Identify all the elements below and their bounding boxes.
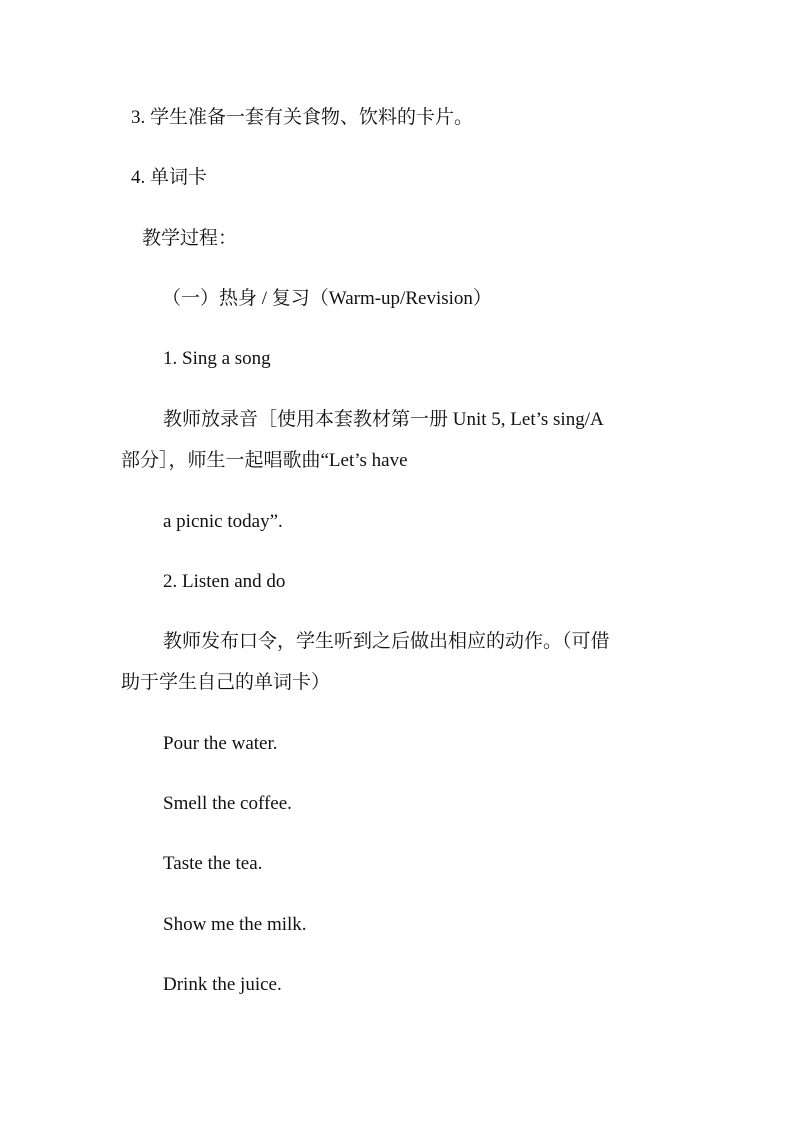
- paragraph-line: 助于学生自己的单词卡）: [121, 672, 331, 693]
- command-line: Show me the milk.: [163, 914, 307, 935]
- paragraph-line: a picnic today”.: [163, 511, 283, 532]
- command-line: Pour the water.: [163, 733, 278, 754]
- step-heading-listen: 2. Listen and do: [163, 571, 286, 592]
- command-line: Taste the tea.: [163, 853, 263, 874]
- command-line: Drink the juice.: [163, 974, 282, 995]
- command-line: Smell the coffee.: [163, 793, 292, 814]
- step-heading-sing: 1. Sing a song: [163, 348, 271, 369]
- paragraph-line: 教师发布口令，学生听到之后做出相应的动作。（可借: [163, 631, 610, 652]
- list-item-word-cards: 4. 单词卡: [131, 167, 208, 188]
- subsection-heading-warmup: （一）热身 / 复习（Warm-up/Revision）: [162, 288, 492, 309]
- paragraph-line: 部分］，师生一起唱歌曲“Let’s have: [121, 450, 408, 471]
- list-item-prep-cards: 3. 学生准备一套有关食物、饮料的卡片。: [131, 107, 474, 128]
- section-heading-process: 教学过程：: [142, 228, 238, 249]
- paragraph-line: 教师放录音［使用本套教材第一册 Unit 5, Let’s sing/A: [163, 409, 604, 430]
